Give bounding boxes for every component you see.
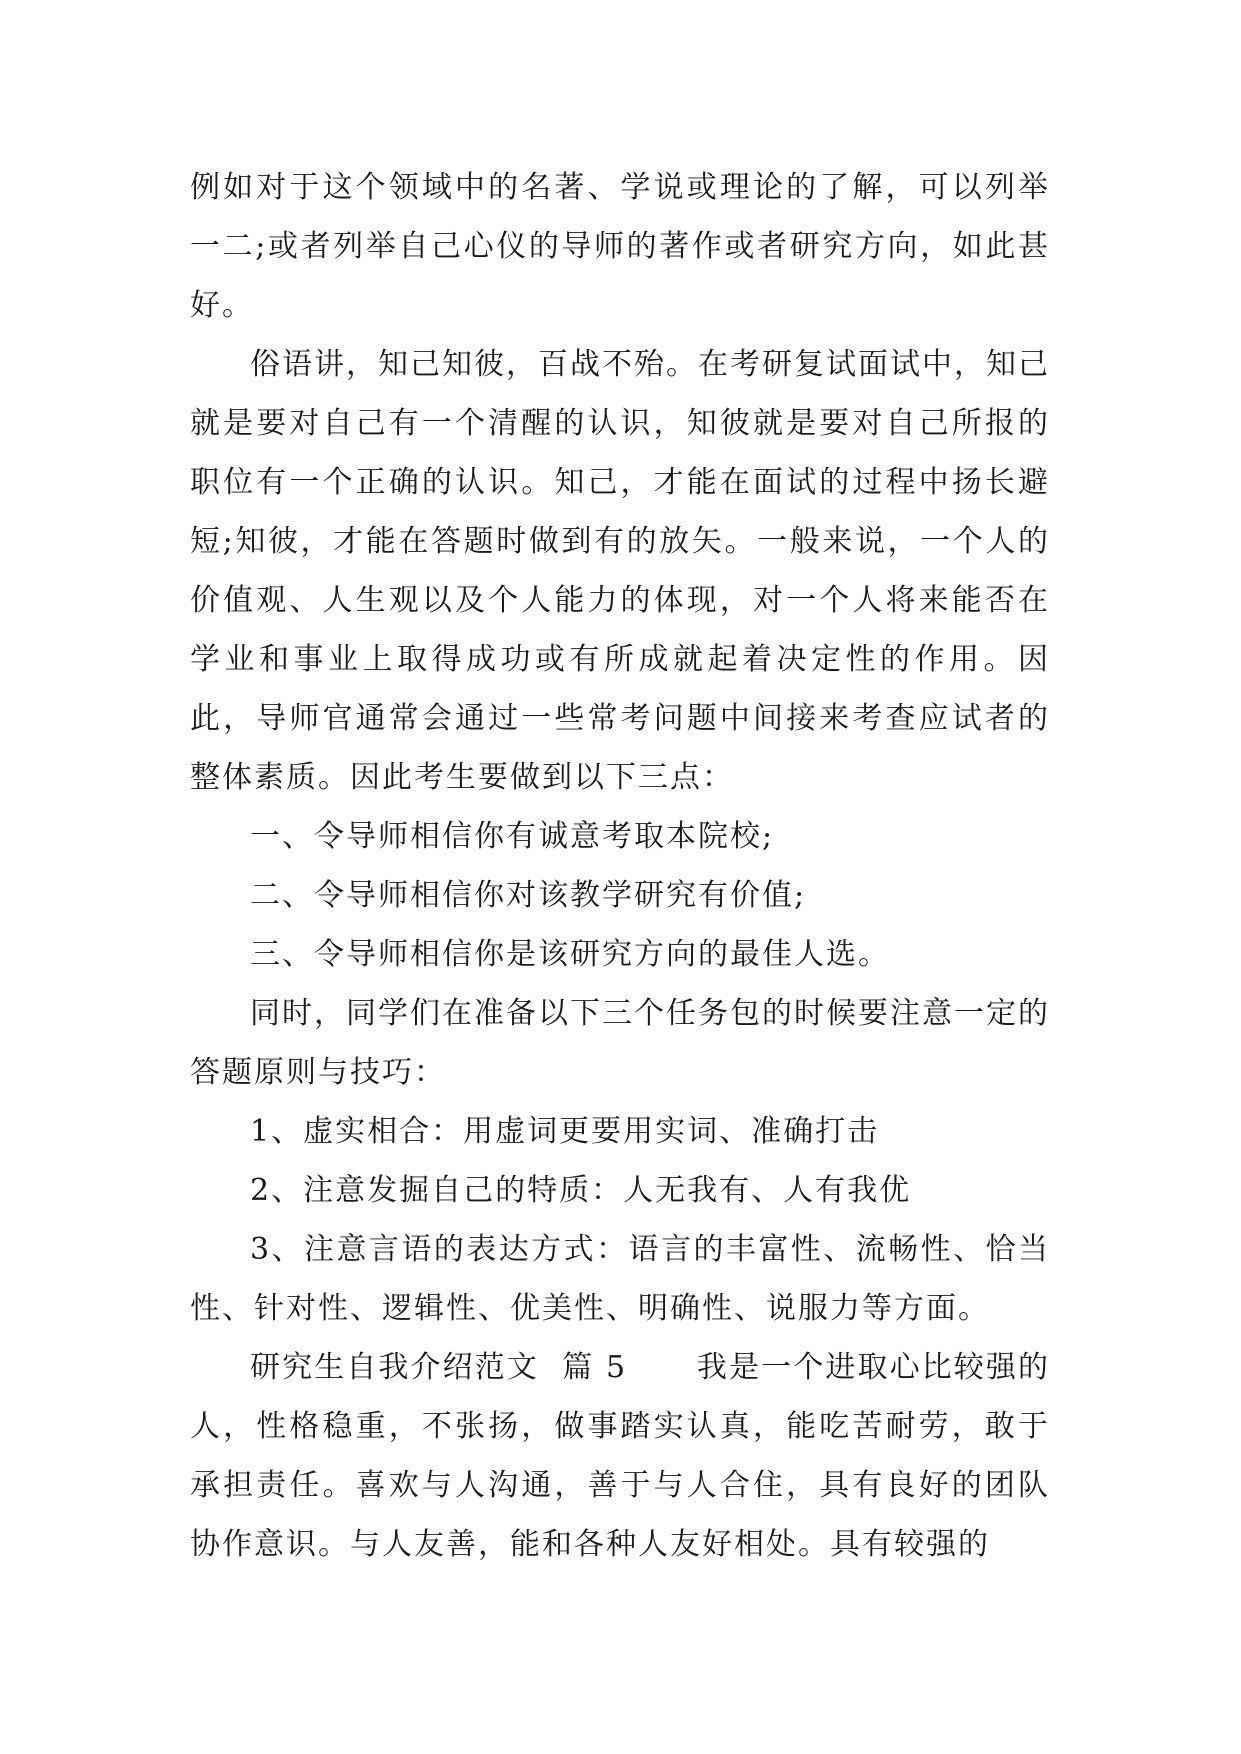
paragraph-1: 例如对于这个领域中的名著、学说或理论的了解，可以列举一二;或者列举自己心仪的导师的著作或者研究方向，如此甚好。	[190, 170, 1050, 323]
tip-item-3: 3、注意言语的表达方式：语言的丰富性、流畅性、恰当性、针对性、逻辑性、优美性、明确性、说服力等方面。	[190, 1232, 1050, 1326]
paragraph-3: 同时，同学们在准备以下三个任务包的时候要注意一定的答题原则与技巧：	[190, 996, 1050, 1090]
tip-item-1: 1、虚实相合：用虚词更要用实词、准确打击	[250, 1114, 880, 1149]
document-body	[190, 158, 1050, 1574]
tip-item-2: 2、注意发掘自己的特质：人无我有、人有我优	[250, 1173, 912, 1208]
list-item-1: 一、令导师相信你有诚意考取本院校;	[250, 819, 775, 854]
list-item-2: 二、令导师相信你对该教学研究有价值;	[250, 878, 807, 913]
paragraph-2: 俗语讲，知己知彼，百战不殆。在考研复试面试中，知己就是要对自己有一个清醒的认识，知彼就是要对自己所报的职位有一个正确的认识。知己，才能在面试的过程中扬长避短;知彼，才能在答题时做到有的放矢。一般来说，一个人的价值观、人生观以及个人能力的体现，对一个人将来能否在学业和事业上取得成功或有所成就起着决定性的作用。因此，导师官通常会通过一些常考问题中间接来考查应试者的整体素质。因此考生要做到以下三点：	[190, 347, 1050, 795]
paragraph-4: 研究生自我介绍范文 篇 5 我是一个进取心比较强的人，性格稳重，不张扬，做事踏实认真，能吃苦耐劳，敢于承担责任。喜欢与人沟通，善于与人合住，具有良好的团队协作意识。与人友善，能和各种人友好相处。具有较强的	[190, 1350, 1050, 1562]
list-item-3: 三、令导师相信你是该研究方向的最佳人选。	[250, 937, 890, 972]
